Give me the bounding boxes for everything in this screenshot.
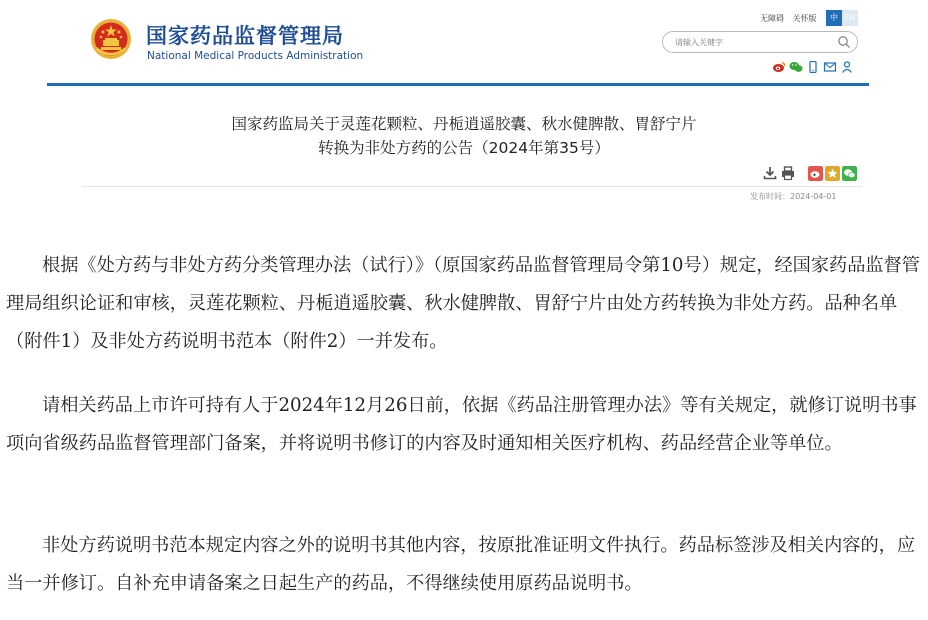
search-icon[interactable] — [837, 35, 851, 49]
national-emblem-icon[interactable] — [90, 18, 132, 60]
mobile-icon[interactable] — [806, 58, 820, 70]
site-logo-subtitle[interactable]: National Medical Products Administration — [147, 50, 364, 62]
article-title-line2: 转换为非处方药的公告（2024年第35号） — [318, 139, 610, 157]
share-weibo-icon[interactable] — [808, 166, 823, 181]
publish-date: 发布时间：2024-04-01 — [750, 192, 837, 201]
article-paragraph: 请相关药品上市许可持有人于2024年12月26日前，依据《药品注册管理办法》等有关规定，就修订说明书事项向省级药品监督管理部门备案，并将说明书修订的内容及时通知相关医疗机构、药品经营企业等单位。 — [6, 395, 917, 454]
language-switch — [826, 10, 858, 26]
article-tools — [762, 165, 857, 181]
user-icon[interactable] — [840, 58, 854, 70]
article-divider — [82, 186, 862, 187]
search-input[interactable] — [675, 35, 835, 49]
weibo-icon[interactable] — [772, 58, 786, 70]
accessibility-link[interactable]: 无障碍 — [760, 14, 784, 23]
article-paragraph: 非处方药说明书范本规定内容之外的说明书其他内容，按原批准证明文件执行。药品标签涉及相关内容的，应当一并修订。自补充申请备案之日起生产的药品，不得继续使用原药品说明书。 — [6, 535, 916, 594]
elderly-mode-link[interactable]: 关怀版 — [792, 14, 817, 23]
article-title-line1: 国家药监局关于灵莲花颗粒、丹栀逍遥胶囊、秋水健脾散、胃舒宁片 — [231, 115, 697, 133]
download-icon[interactable] — [762, 165, 778, 181]
top-links — [760, 13, 823, 24]
site-logo-title[interactable]: 国家药品监督管理局 — [146, 24, 344, 48]
share-qzone-icon[interactable] — [825, 166, 840, 181]
search-box — [662, 31, 858, 53]
site-header — [0, 0, 928, 90]
article-paragraph: 根据《处方药与非处方药分类管理办法（试行）》（原国家药品监督管理局令第10号）规定，经国家药品监督管理局组织论证和审核，灵莲花颗粒、丹栀逍遥胶囊、秋水健脾散、胃舒宁片由处方药转换为非处方药。品种名单（附件1）及非处方药说明书范本（附件2）一并发布。 — [6, 255, 920, 352]
print-icon[interactable] — [780, 165, 796, 181]
lang-zh-button[interactable]: 中 — [826, 10, 842, 26]
share-wechat-icon[interactable] — [842, 166, 857, 181]
lang-en-button[interactable]: EN — [842, 10, 858, 26]
mail-icon[interactable] — [823, 58, 837, 70]
header-divider — [47, 83, 869, 86]
wechat-icon[interactable] — [789, 58, 803, 70]
social-links — [772, 58, 854, 70]
